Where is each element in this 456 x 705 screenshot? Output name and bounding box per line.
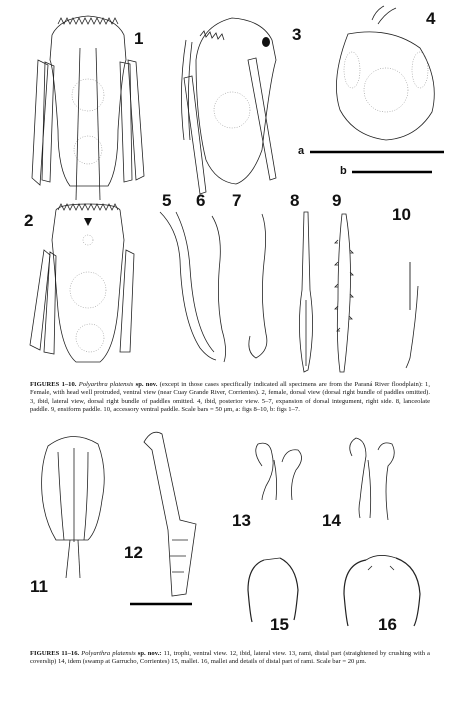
fig-label-1: 1 bbox=[134, 29, 144, 48]
fig-label-4: 4 bbox=[426, 9, 436, 28]
fig-label-15: 15 bbox=[270, 615, 289, 634]
fig1-drawing bbox=[32, 16, 144, 200]
caption-top-species: Polyarthra platensis bbox=[78, 381, 134, 388]
caption-bottom-text: 11, trophi, ventral view. 12, ibid, lateral view. 13, rami, distal part (straightened by crushing with a coverslip) 14, idem (swamp at Garrucho, Corrientes) 15, mallei. 16, mallei and details of distal part of rami. Scale bar = 20 μm. bbox=[30, 650, 430, 666]
scale-label-b: b bbox=[340, 165, 347, 177]
caption-top-label: FIGURES 1–10. bbox=[30, 381, 77, 388]
caption-bottom-label: FIGURES 11–16. bbox=[30, 650, 80, 657]
fig14-drawing bbox=[350, 438, 395, 520]
fig4-drawing bbox=[336, 6, 434, 140]
fig10-drawing bbox=[406, 262, 418, 368]
fig11-drawing bbox=[42, 436, 105, 578]
fig12-drawing bbox=[144, 432, 196, 596]
fig3-drawing bbox=[181, 18, 276, 194]
fig-label-3: 3 bbox=[292, 25, 302, 44]
caption-bottom-suffix: sp. nov.: bbox=[137, 650, 162, 657]
fig-label-9: 9 bbox=[332, 191, 342, 210]
caption-top-text: (except in those cases specifically indicated all specimens are from the Paraná River floodplain): 1, Female, with head well protruded, ventral view (near Cuay Grande River, Corrientes). 2, female, dorsal view (dorsal right bundle of paddles omitted). 3, ibid, lateral view, dorsal right bundle of paddles omitted. 4, ibid, posterior view. 5–7, expansion of dorsal integument, right side. 8, lanceolate paddle. 9, ensiform paddle. 10, accessory ventral paddle. Scale bars = 50 μm, a: figs 8–10, b: figs 1–7. bbox=[30, 381, 430, 413]
fig9-drawing bbox=[335, 214, 353, 372]
fig-label-7: 7 bbox=[232, 191, 242, 210]
fig-label-10: 10 bbox=[392, 205, 411, 224]
fig8-drawing bbox=[299, 212, 312, 372]
caption-bottom-species: Polyarthra platensis bbox=[81, 650, 136, 657]
fig13-drawing bbox=[256, 443, 302, 500]
fig-label-13: 13 bbox=[232, 511, 251, 530]
fig-label-11: 11 bbox=[30, 577, 48, 596]
caption-top-suffix: sp. nov. bbox=[135, 381, 158, 388]
scale-label-a: a bbox=[298, 145, 305, 157]
fig-label-12: 12 bbox=[124, 543, 143, 562]
fig-label-8: 8 bbox=[290, 191, 300, 210]
fig5-7-drawings bbox=[160, 212, 267, 362]
fig-label-16: 16 bbox=[378, 615, 397, 634]
caption-figures-1-10 bbox=[30, 381, 430, 414]
fig-label-6: 6 bbox=[196, 191, 206, 210]
fig15-drawing bbox=[248, 558, 298, 622]
fig-label-14: 14 bbox=[322, 511, 341, 530]
fig-label-2: 2 bbox=[24, 211, 34, 230]
fig-label-5: 5 bbox=[162, 191, 172, 210]
fig2-drawing bbox=[30, 204, 134, 362]
caption-figures-11-16 bbox=[30, 650, 430, 667]
